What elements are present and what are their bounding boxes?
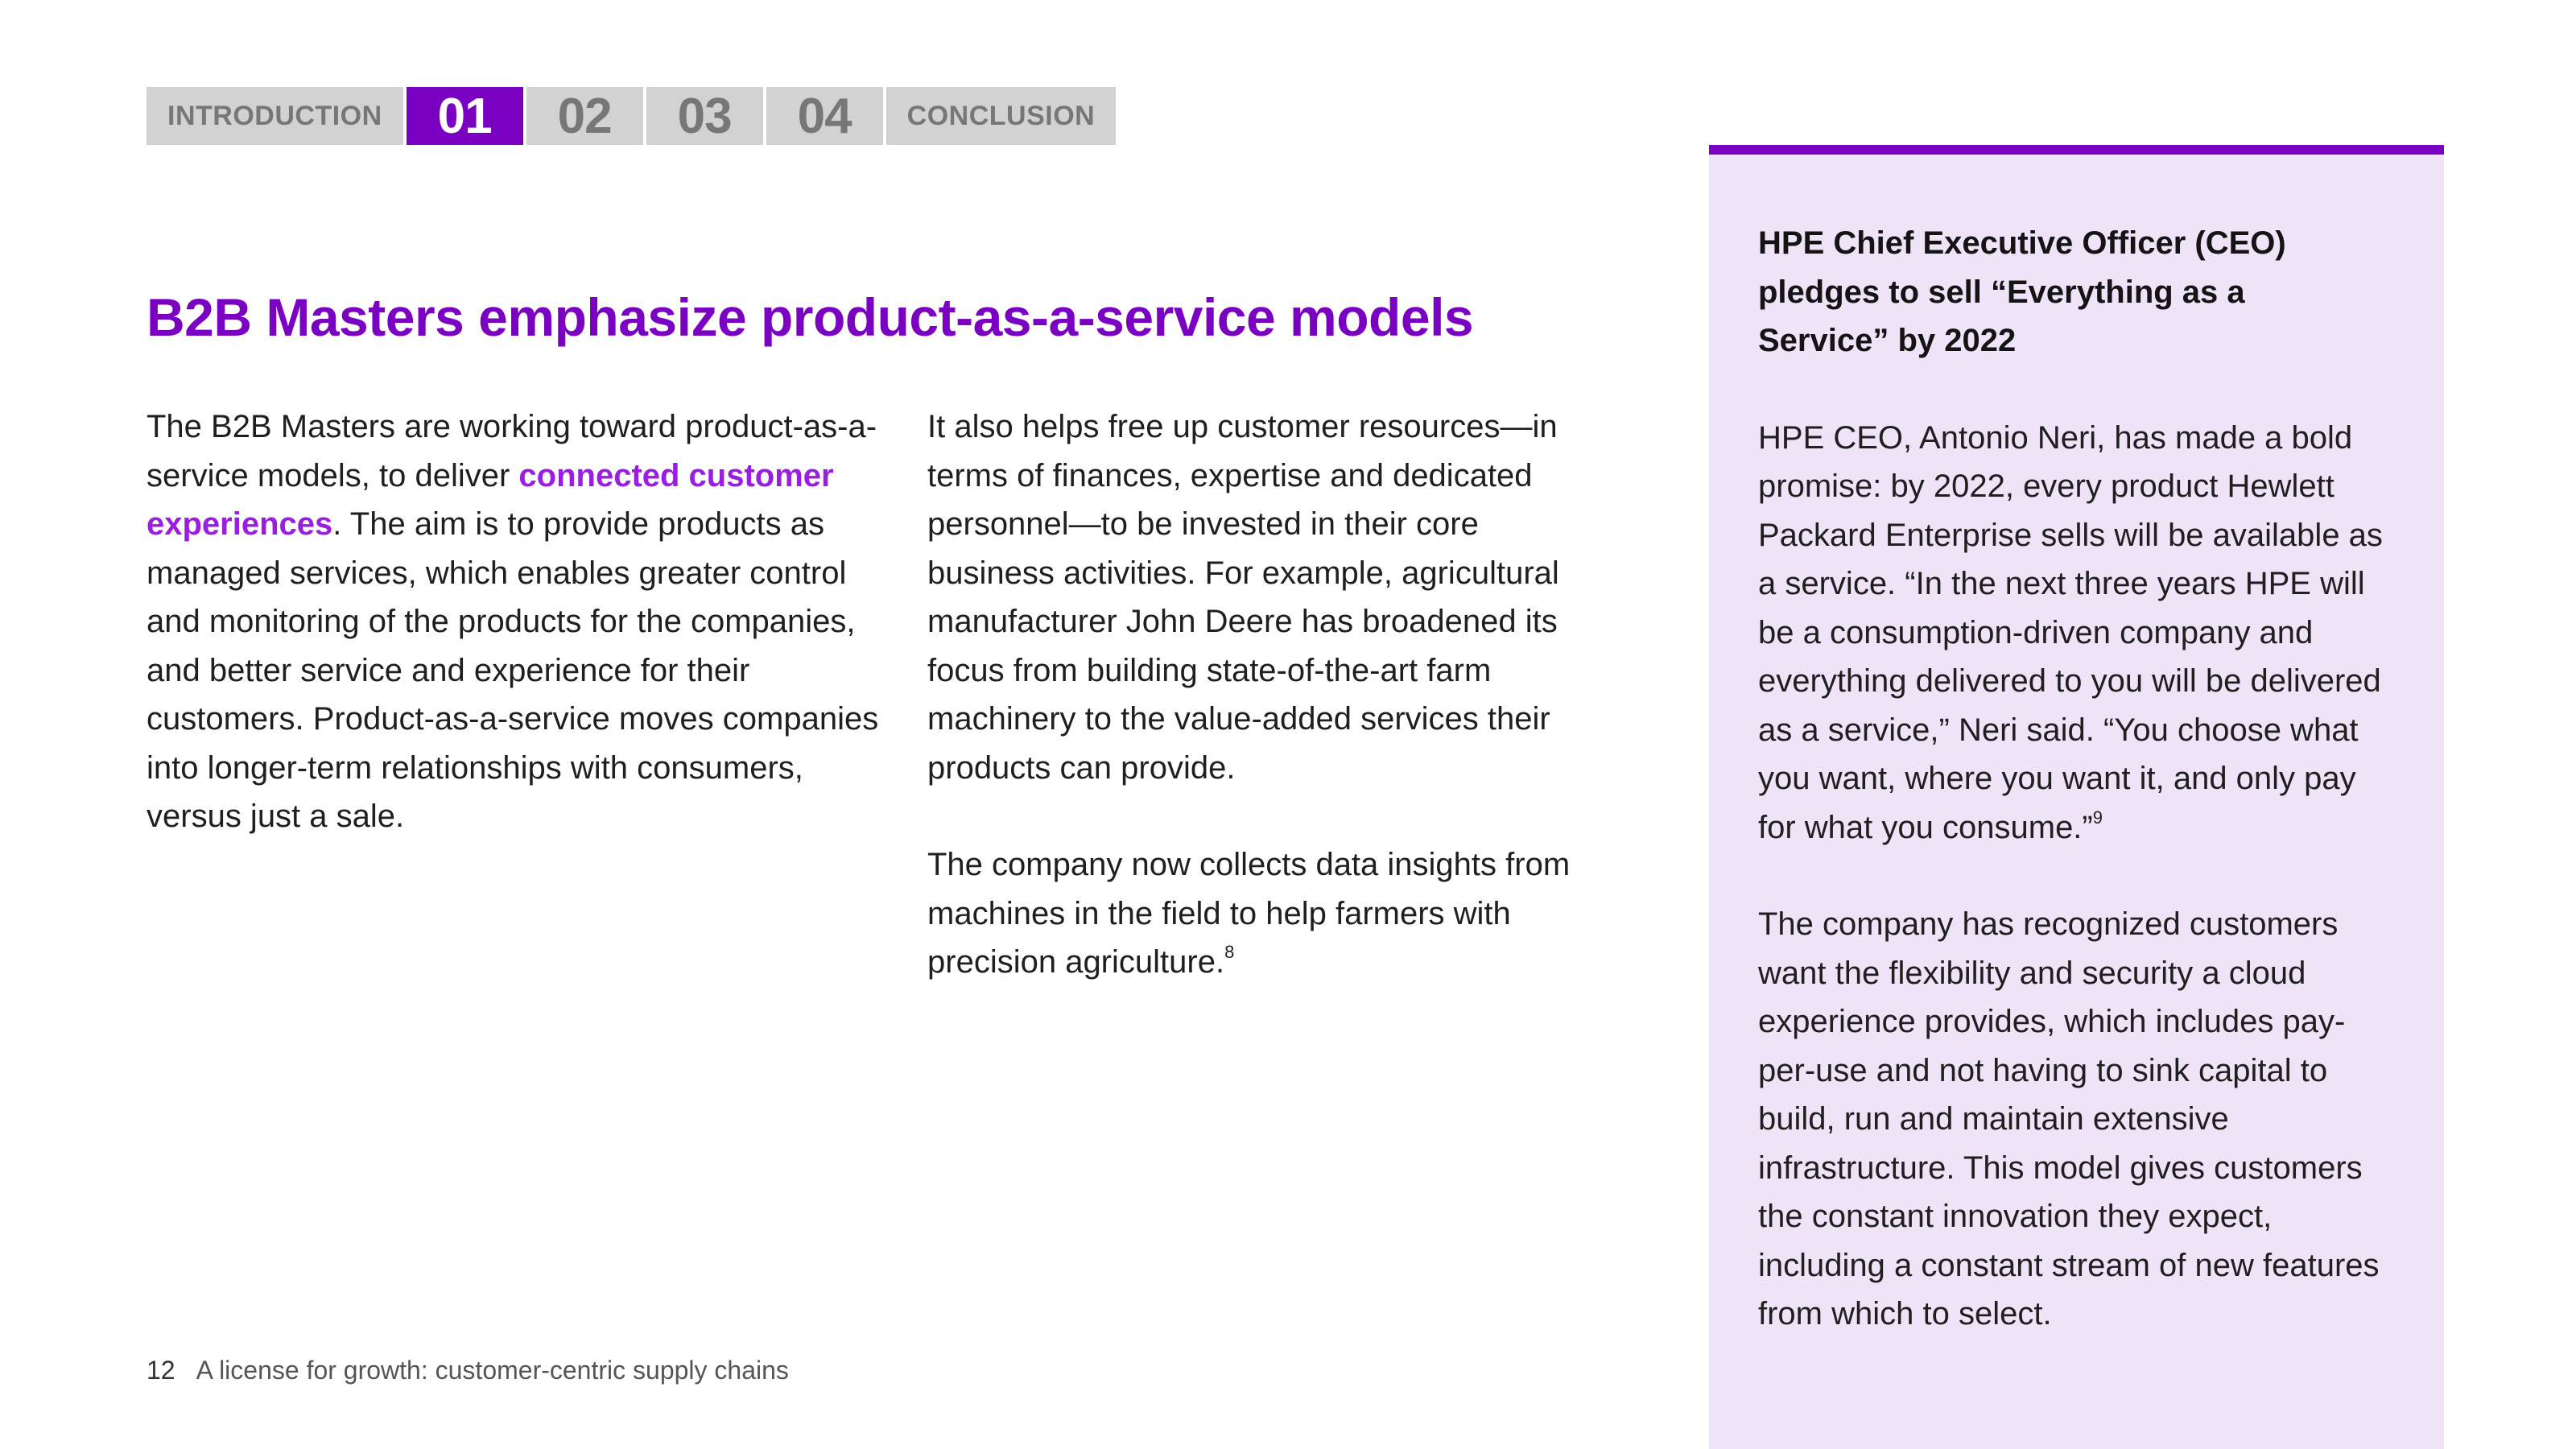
sidebar-content [1758,219,2402,1339]
body-column-left [147,402,895,890]
resources-paragraph: It also helps free up customer resources—in terms of finances, expertise and dedicated personnel—to be invested in their core business activities. For example, agricultural manufacturer John Deere has broadened its focus from building state-of-the-art farm machinery to the value-added services their products can provide. [927,409,1559,786]
section-nav [147,87,1116,145]
data-insights-text: The company now collects data insights from machines in the field to help farmers with precision agriculture. [927,847,1571,980]
sidebar-ceo-text: HPE CEO, Antonio Neri, has made a bold promise: by 2022, every product Hewlett Packard Enterprise sells will be available as a service. “In the next three years HPE will be a consumption-driven company and everything delivered to you will be delivered as a service,” Neri said. “You choose what you want, where you want it, and only pay for what you consume.” [1758,419,2383,845]
sidebar-title: HPE Chief Executive Officer (CEO) pledges to sell “Everything as a Service” by 2022 [1758,225,2286,358]
nav-tab-02[interactable]: 02 [526,87,643,145]
sidebar-body [1758,414,2402,1339]
intro-text-end: . The aim is to provide products as managed services, which enables greater control and monitoring of the products for the companies, and better service and experience for their customers. Product-as-a-service moves companies into longer-term relationships with consumers, versus just a sale. [147,506,879,834]
nav-tab-introduction[interactable]: INTRODUCTION [147,87,403,145]
nav-tab-04[interactable]: 04 [766,87,883,145]
intro-paragraph [147,402,895,841]
nav-tab-conclusion[interactable]: CONCLUSION [886,87,1117,145]
connected-customer-experiences-link[interactable]: connected customer experiences [147,457,834,542]
nav-tab-03[interactable]: 03 [646,87,763,145]
sidebar-paragraph-ceo [1758,414,2402,852]
sidebar-paragraph-flexibility: The company has recognized customers want the flexibility and security a cloud experience provides, which includes pay-per-use and not having to sink capital to build, run and maintain extensive infrastructure. This model gives customers the constant innovation they expect, including a constant stream of new features from which to select. [1758,906,2380,1331]
intro-text-start: The B2B Masters are working toward product-as-a-service models, to deliver [147,409,877,493]
footnote-ref-9[interactable]: 9 [2092,807,2103,828]
page-footer [147,1356,789,1385]
footnote-ref-8[interactable]: 8 [1224,942,1235,962]
footer-text: A license for growth: customer-centric supply chains [196,1356,789,1385]
page-number: 12 [147,1356,175,1385]
nav-tab-01[interactable]: 01 [407,87,523,145]
body-column-right [927,402,1612,1035]
page-title: B2B Masters emphasize product-as-a-service models [147,287,1474,347]
data-insights-paragraph [927,840,1612,987]
hpe-sidebar [1709,145,2444,1449]
